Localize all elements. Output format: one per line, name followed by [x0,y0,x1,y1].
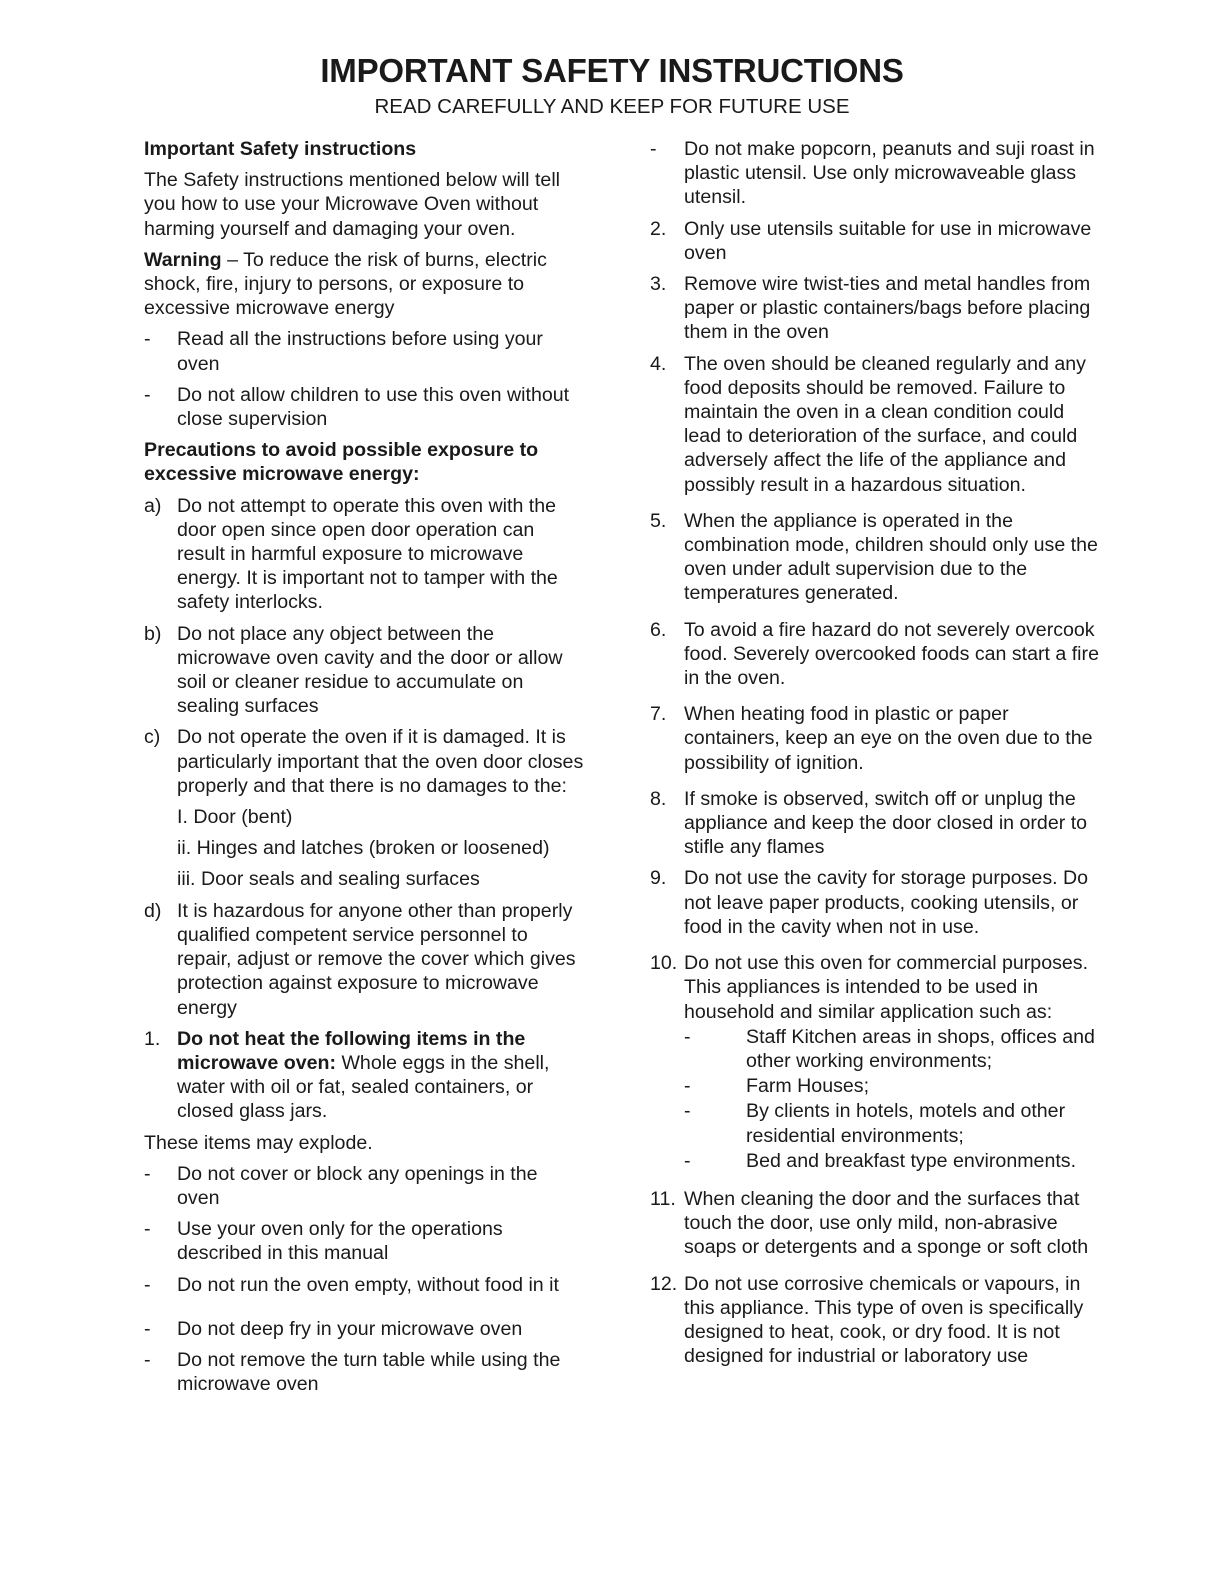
warning-paragraph [144,248,584,321]
intro-text: The Safety instructions mentioned below will tell you how to use your Microwave Oven without harming yourself and damaging your oven. [144,169,561,240]
intro-heading: Important Safety instructions [144,138,417,160]
list-item-text: Only use utensils suitable for use in microwave oven [684,217,1092,264]
list-item-text: Read all the instructions before using your oven [177,328,543,375]
list-item-text: Do not allow children to use this oven without close supervision [177,383,570,431]
list-item-text: It is hazardous for anyone other than properly qualified competent service personnel to repair, adjust or remove the cover which gives protection against exposure to microwave energy [177,899,576,1019]
list-item [144,1027,584,1124]
list-item-text: Do not deep fry in your microwave oven [177,1317,523,1340]
list-marker: c) [144,726,161,749]
list-marker: 2. [650,217,667,240]
sub-list-text: Staff Kitchen areas in shops, offices and other working environments; [746,1025,1095,1072]
list-item [650,137,1100,210]
list-item [144,494,584,615]
list-item-text: Do not cover or block any openings in the oven [177,1162,538,1209]
list-item [650,1272,1100,1369]
damage-item: iii. Door seals and sealing surfaces [177,868,480,891]
damage-item: I. Door (bent) [177,806,293,829]
list-item [650,509,1100,606]
sub-list-item [650,1149,1100,1173]
sub-list-item [650,1074,1100,1098]
explode-text: These items may explode. [144,1131,373,1154]
list-item [650,951,1100,1024]
list-item-text: Do not run the oven empty, without food in it [177,1273,559,1296]
list-marker: - [144,1218,151,1241]
list-marker: 6. [650,618,667,641]
list-item-text: Do not place any object between the microwave oven cavity and the door or allow soil or cleaner residue to accumulate on sealing surfaces [177,622,563,718]
list-marker: - [144,1273,151,1296]
warning-text: – To reduce the risk of burns, electric shock, fire, injury to persons, or exposure to excessive microwave energy [144,248,547,320]
list-item [144,1317,584,1341]
warning-label: Warning [144,248,222,271]
list-item [650,787,1100,860]
item1-bold: Do not heat the following items in the microwave oven: [177,1027,526,1074]
list-marker: 5. [650,509,667,532]
list-item-text: When heating food in plastic or paper containers, keep an eye on the oven due to the possibility of ignition. [684,703,1093,774]
list-marker: - [144,1317,151,1340]
sub-list-text: Farm Houses; [746,1075,870,1098]
item1-text: Whole eggs in the shell, water with oil or fat, sealed containers, or closed glass jars. [177,1051,550,1123]
list-marker: 1. [144,1027,161,1050]
list-item [650,1187,1100,1260]
list-item [650,618,1100,691]
list-marker: - [144,1162,151,1185]
list-item [144,1273,584,1297]
list-item-text: To avoid a fire hazard do not severely overcook food. Severely overcooked foods can start a fire in the oven. [684,618,1099,690]
sub-list-item [650,1025,1100,1073]
sub-list-text: Bed and breakfast type environments. [746,1149,1077,1172]
list-marker: 8. [650,787,667,810]
list-item-text: Do not use corrosive chemicals or vapours, in this appliance. This type of oven is specifically designed to heat, cook, or dry food. It is not designed for industrial or laboratory use [684,1272,1084,1368]
list-marker: 4. [650,352,667,375]
list-item [144,725,584,798]
list-item [650,866,1100,939]
list-item-text: Do not use this oven for commercial purposes. This appliances is intended to be used in household and similar application such as: [684,952,1089,1023]
list-item-text: When the appliance is operated in the combination mode, children should only use the oven under adult supervision due to the temperatures generated. [684,509,1098,605]
list-item-text: When cleaning the door and the surfaces that touch the door, use only mild, non-abrasive soaps or detergents and a sponge or soft cloth [684,1187,1089,1259]
list-item [144,899,584,1020]
list-marker: - [650,138,657,160]
list-item [144,383,584,431]
sub-list-text: By clients in hotels, motels and other residential environments; [746,1100,1066,1147]
list-marker: - [684,1149,691,1172]
list-marker: - [684,1075,691,1098]
list-marker: 3. [650,273,667,296]
list-marker: b) [144,622,162,645]
list-item-text: Do not operate the oven if it is damaged. It is particularly important that the oven door closes properly and that there is no damages to the: [177,726,584,797]
list-item-text: If smoke is observed, switch off or unplug the appliance and keep the door closed in order to stifle any flames [684,787,1088,859]
list-marker: a) [144,494,162,517]
right-column [650,137,1100,1375]
list-item [144,1162,584,1210]
left-column [144,137,584,1403]
list-item-text: Use your oven only for the operations described in this manual [177,1218,503,1265]
list-item [144,622,584,719]
damage-item: ii. Hinges and latches (broken or loosened) [177,837,550,860]
list-item-text: Do not remove the turn table while using the microwave oven [177,1348,561,1396]
list-marker: - [144,383,151,406]
list-item-text: Remove wire twist-ties and metal handles from paper or plastic containers/bags before placing them in the oven [684,273,1091,344]
list-marker: 9. [650,867,667,890]
list-item-text: Do not attempt to operate this oven with the door open since open door operation can result in harmful exposure to microwave energy. It is important not to tamper with the safety interlocks. [177,494,558,614]
list-item [144,1348,584,1396]
list-item [144,327,584,375]
list-marker: - [684,1100,691,1123]
list-item-text: Do not use the cavity for storage purposes. Do not leave paper products, cooking utensils, or food in the cavity when not in use. [684,867,1089,938]
precautions-heading: Precautions to avoid possible exposure to excessive microwave energy: [144,439,539,486]
list-marker: 10. [650,952,678,975]
list-item [144,1217,584,1265]
list-marker: 7. [650,703,667,726]
list-item [650,217,1100,265]
list-item-text: The oven should be cleaned regularly and any food deposits should be removed. Failure to maintain the oven in a clean condition could lead to deterioration of the surface, and could adversely affect the life of the appliance and possibly result in a hazardous situation. [684,352,1086,496]
list-item-text: Do not make popcorn, peanuts and suji roast in plastic utensil. Use only microwaveable glass utensil. [684,138,1095,209]
list-item [650,702,1100,775]
list-marker: d) [144,899,162,922]
list-marker: - [144,328,151,351]
page-title: IMPORTANT SAFETY INSTRUCTIONS [320,52,904,89]
list-marker: - [684,1025,691,1048]
list-item [650,352,1100,497]
sub-list-item [650,1099,1100,1147]
list-marker: - [144,1348,151,1371]
list-marker: 12. [650,1272,678,1295]
list-item [650,272,1100,345]
list-marker: 11. [650,1187,676,1210]
page-subtitle: READ CAREFULLY AND KEEP FOR FUTURE USE [374,95,850,118]
